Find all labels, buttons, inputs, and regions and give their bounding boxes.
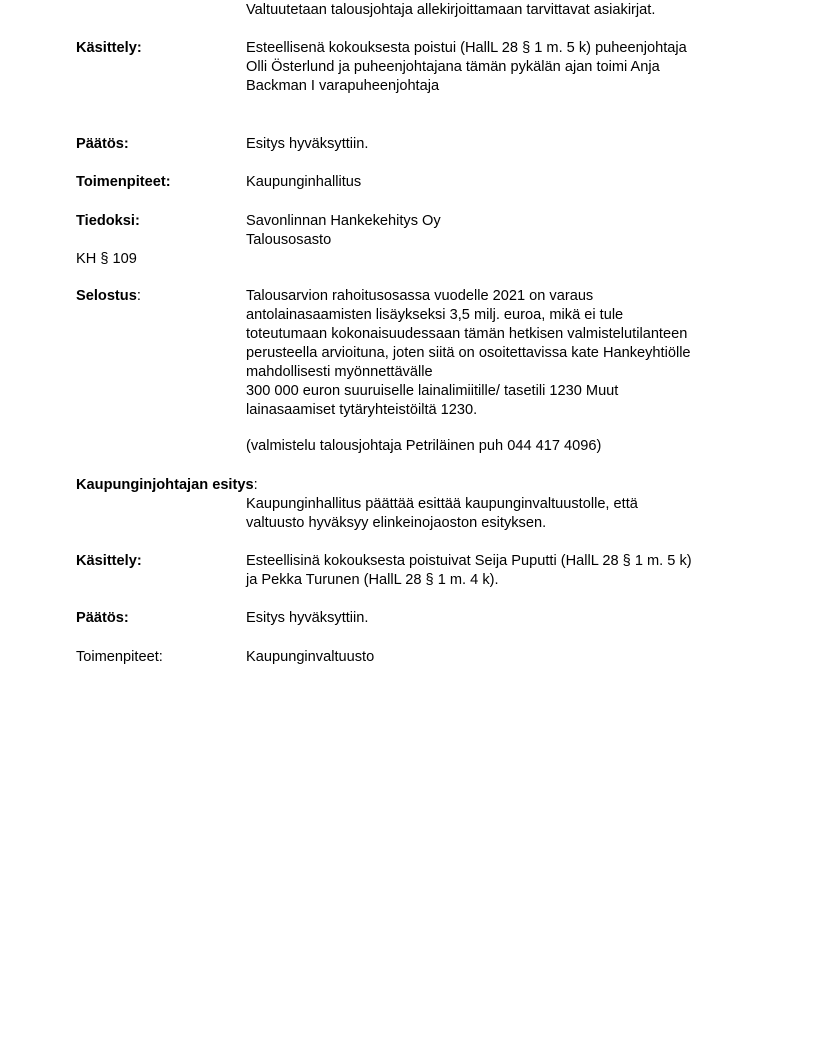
paatos-label-1: Päätös: xyxy=(76,136,129,152)
authorization-text: Valtuutetaan talousjohtaja allekirjoittamaan tarvittavat asiakirjat. xyxy=(246,2,656,18)
selostus-line-1: Talousarvion rahoitusosassa vuodelle 2021 on varaus xyxy=(246,288,594,304)
tiedoksi-recipient-1: Savonlinnan Hankekehitys Oy xyxy=(246,213,441,229)
selostus-line-5: mahdollisesti myönnettävälle xyxy=(246,364,433,380)
selostus-line-2: antolainasaamisten lisäykseksi 3,5 milj. euroa, mikä ei tule xyxy=(246,307,624,323)
kasittely-text-2-line-1: Esteellisinä kokouksesta poistuivat Seija Puputti (HallL 28 § 1 m. 5 k) xyxy=(246,553,692,569)
kasittely-text-1-line-1: Esteellisenä kokouksesta poistui (HallL 28 § 1 m. 5 k) puheenjohtaja xyxy=(246,40,687,56)
tiedoksi-label: Tiedoksi: xyxy=(76,213,140,229)
esitys-line-1: Kaupunginhallitus päättää esittää kaupunginvaltuustolle, että xyxy=(246,496,638,512)
kasittely-label-1: Käsittely: xyxy=(76,40,142,56)
selostus-line-6: 300 000 euron suuruiselle lainalimiitille/ tasetili 1230 Muut xyxy=(246,383,619,399)
selostus-line-4: perusteella arvioituna, joten siitä on osoitettavissa kate Hankeyhtiölle xyxy=(246,345,691,361)
selostus-line-7: lainasaamiset tytäryhteistöiltä 1230. xyxy=(246,402,478,418)
tiedoksi-recipient-2: Talousosasto xyxy=(246,232,332,248)
toimenpiteet-label-2: Toimenpiteet: xyxy=(76,649,163,665)
toimenpiteet-text-1: Kaupunginhallitus xyxy=(246,174,362,190)
esitys-label-text: Kaupunginjohtajan esitys xyxy=(76,477,254,493)
kasittely-text-2-line-2: ja Pekka Turunen (HallL 28 § 1 m. 4 k). xyxy=(246,572,499,588)
esitys-label-colon: : xyxy=(253,477,258,493)
kasittely-text-1-line-3: Backman I varapuheenjohtaja xyxy=(246,78,440,94)
toimenpiteet-text-2: Kaupunginvaltuusto xyxy=(246,649,375,665)
section-reference: KH § 109 xyxy=(76,251,137,267)
selostus-label-text: Selostus xyxy=(76,288,137,304)
paatos-text-1: Esitys hyväksyttiin. xyxy=(246,136,369,152)
selostus-contact: (valmistelu talousjohtaja Petriläinen puh 044 417 4096) xyxy=(246,438,602,454)
kasittely-text-1-line-2: Olli Österlund ja puheenjohtajana tämän pykälän ajan toimi Anja xyxy=(246,59,660,75)
esitys-label xyxy=(76,476,258,495)
paatos-text-2: Esitys hyväksyttiin. xyxy=(246,610,369,626)
toimenpiteet-label-1: Toimenpiteet: xyxy=(76,174,171,190)
kasittely-label-2: Käsittely: xyxy=(76,553,142,569)
selostus-label xyxy=(76,287,141,306)
selostus-label-colon: : xyxy=(136,288,141,304)
esitys-line-2: valtuusto hyväksyy elinkeinojaoston esityksen. xyxy=(246,515,547,531)
paatos-label-2: Päätös: xyxy=(76,610,129,626)
selostus-line-3: toteutumaan kokonaisuudessaan tämän hetkisen valmistelutilanteen xyxy=(246,326,688,342)
